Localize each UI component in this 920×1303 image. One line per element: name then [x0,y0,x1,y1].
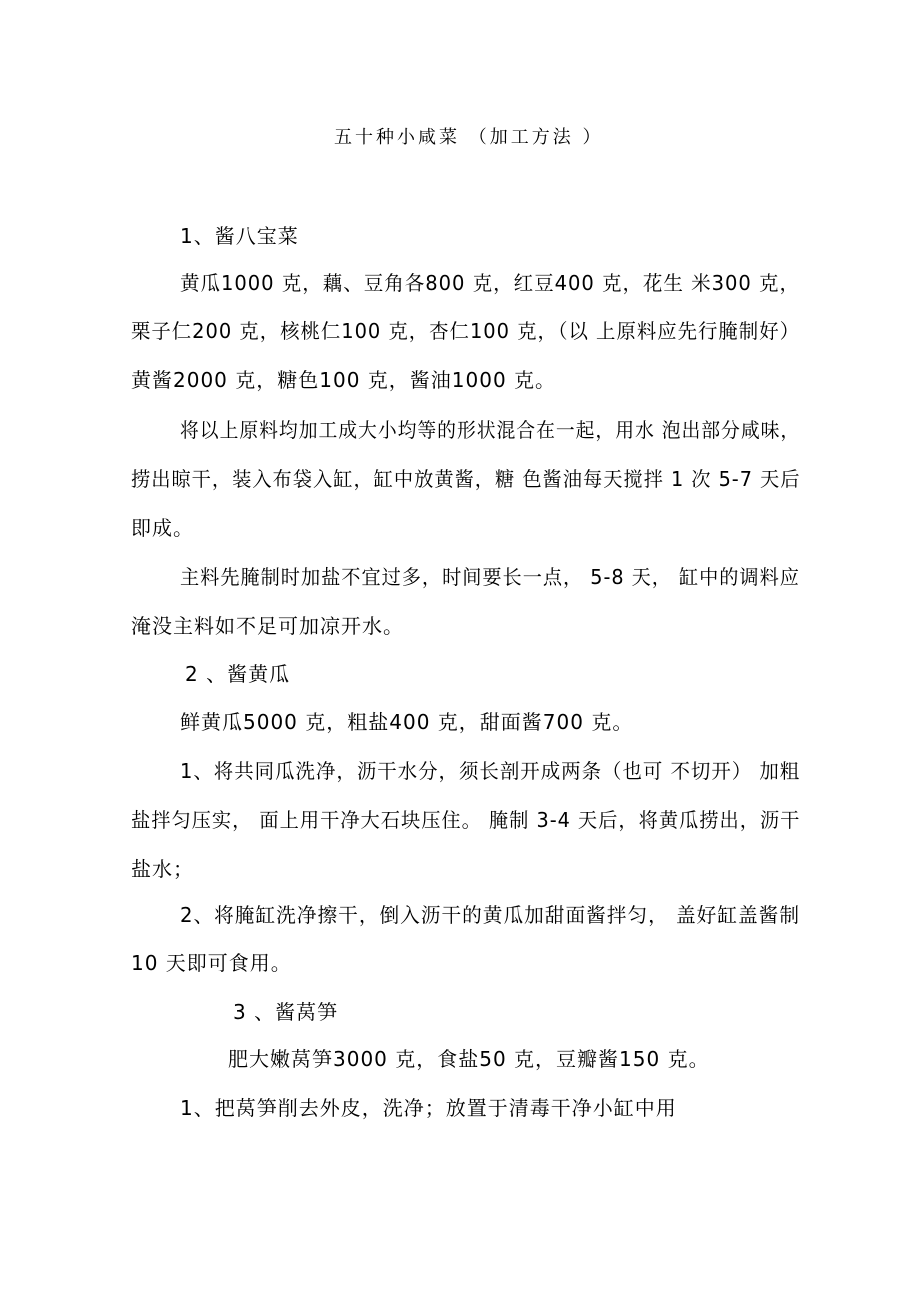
paragraph-line: 2、将腌缸洗净擦干，倒入沥干的黄瓜加甜面酱拌匀， 盖好缸盖酱制 [180,903,801,927]
paragraph-line: 10 天即可食用。 [131,951,292,975]
section-heading-3: 3 、酱莴笋 [233,1000,339,1024]
paragraph-line: 捞出晾干，装入布袋入缸，缸中放黄酱，糖 色酱油每天搅拌 1 次 5-7 天后 [131,467,801,491]
paragraph-line: 1、把莴笋削去外皮，洗净；放置于清毒干净小缸中用 [180,1096,677,1120]
paragraph-line: 主料先腌制时加盐不宜过多，时间要长一点， 5-8 天， 缸中的调料应 [180,565,800,589]
paragraph-line: 鲜黄瓜5000 克，粗盐400 克，甜面酱700 克。 [180,710,634,734]
document-title: 五十种小咸菜 （加工方法 ） [334,127,604,148]
section-heading-2: 2 、酱黄瓜 [185,662,291,686]
paragraph-line: 即成。 [131,516,194,540]
section-heading-1: 1、酱八宝菜 [180,224,299,248]
paragraph-line: 将以上原料均加工成大小均等的形状混合在一起，用水 泡出部分咸味， [180,418,801,442]
paragraph-line: 黄酱2000 克，糖色100 克，酱油1000 克。 [131,368,557,392]
paragraph-line: 1、将共同瓜洗净，沥干水分，须长剖开成两条（也可 不切开） 加粗 [180,759,801,783]
paragraph-line: 黄瓜1000 克，藕、豆角各800 克，红豆400 克，花生 米300 克， [180,271,800,295]
paragraph-line: 盐水； [131,857,194,881]
paragraph-line: 盐拌匀压实， 面上用干净大石块压住。 腌制 3-4 天后，将黄瓜捞出，沥干 [131,808,801,832]
paragraph-line: 淹没主料如不足可加凉开水。 [131,614,404,638]
paragraph-line: 肥大嫩莴笋3000 克，食盐50 克，豆瓣酱150 克。 [228,1047,710,1071]
paragraph-line: 栗子仁200 克，核桃仁100 克，杏仁100 克，（以 上原料应先行腌制好） [131,319,800,343]
